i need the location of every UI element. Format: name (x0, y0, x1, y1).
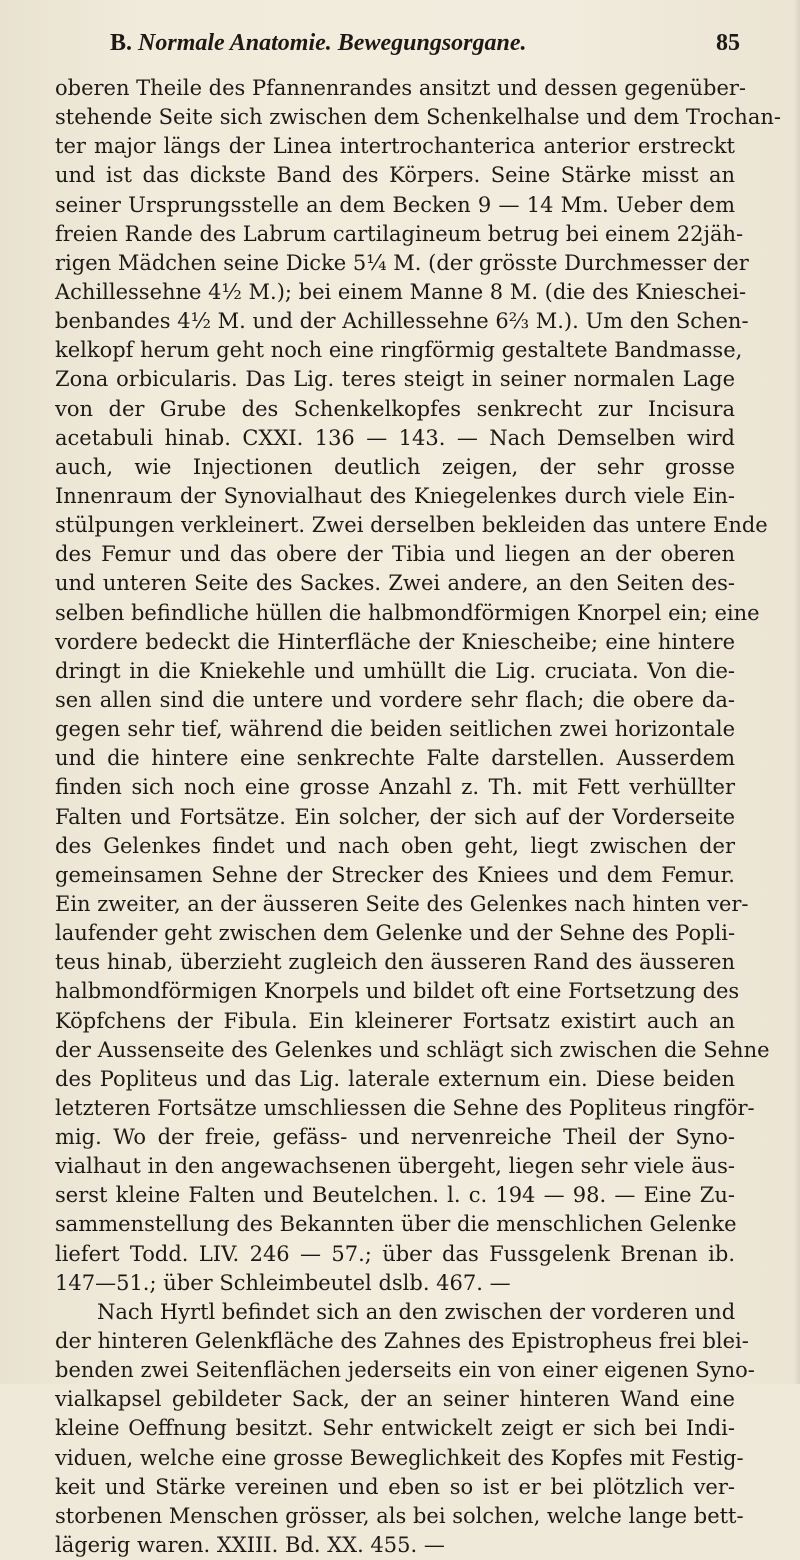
text-line: seiner Ursprungsstelle an dem Becken 9 — 14 Mm. Ueber dem (55, 192, 735, 217)
text-line: keit und Stärke vereinen und eben so ist er bei plötzlich ver- (55, 1474, 735, 1499)
text-line: vialhaut in den angewachsenen übergeht, liegen sehr viele äus- (55, 1154, 735, 1179)
page-edge-shadow (794, 0, 800, 1384)
text-line: und die hintere eine senkrechte Falte darstellen. Ausserdem (55, 746, 735, 771)
text-line: gegen sehr tief, während die beiden seitlichen zwei horizontale (55, 717, 735, 742)
text-line-paragraph-start: Nach Hyrtl befindet sich an den zwischen der vorderen und (97, 1299, 736, 1324)
text-line: teus hinab, überzieht zugleich den äusseren Rand des äusseren (55, 950, 735, 975)
text-line: dringt in die Kniekehle und umhüllt die Lig. cruciata. Von die- (55, 658, 735, 683)
text-line: kleine Oeffnung besitzt. Sehr entwickelt zeigt er sich bei Indi- (55, 1416, 735, 1441)
text-line: liefert Todd. LIV. 246 — 57.; über das Fussgelenk Brenan ib. (55, 1241, 735, 1266)
text-line: storbenen Menschen grösser, als bei solchen, welche lange bett- (55, 1503, 744, 1528)
text-line: des Gelenkes findet und nach oben geht, liegt zwischen der (55, 833, 735, 858)
running-header (110, 30, 740, 64)
text-line-paragraph-end: 147—51.; über Schleimbeutel dslb. 467. — (55, 1270, 511, 1295)
text-line: Achillessehne 4½ M.); bei einem Manne 8 M. (die des Kniescheі- (55, 279, 747, 304)
text-line: mig. Wo der freie, gefäss- und nervenreiche Theil der Syno- (55, 1125, 735, 1150)
text-line: serst kleine Falten und Beutelchen. l. c. 194 — 98. — Eine Zu- (55, 1183, 735, 1208)
text-line: kelkopf herum geht noch eine ringförmig gestaltete Bandmasse, (55, 338, 743, 363)
text-line: stülpungen verkleinert. Zwei derselben bekleiden das untere Ende (55, 513, 768, 538)
text-line: benden zwei Seitenflächen jederseits ein von einer eigenen Syno- (55, 1358, 755, 1383)
text-line: Zona orbicularis. Das Lig. teres steigt in seiner normalen Lage (55, 367, 735, 392)
text-line: und unteren Seite des Sackes. Zwei andere, an den Seiten des- (55, 571, 735, 596)
text-line: stehende Seite sich zwischen dem Schenkelhalse und dem Trochan- (55, 105, 781, 130)
text-line: oberen Theile des Pfannenrandes ansitzt und dessen gegenüber- (55, 76, 747, 100)
text-line: und ist das dickste Band des Körpers. Seine Stärke misst an (55, 163, 735, 188)
text-line: letzteren Fortsätze umschliessen die Sehne des Popliteus ringför- (55, 1095, 755, 1120)
text-line: Köpfchens der Fibula. Ein kleinerer Fortsatz existirt auch an (55, 1008, 735, 1033)
text-line: benbandes 4½ M. und der Achillessehne 6⅔ M.). Um den Schen- (55, 309, 749, 334)
text-line: der Aussenseite des Gelenkes und schlägt sich zwischen die Sehne (55, 1037, 770, 1062)
section-title (110, 30, 527, 57)
text-line: viduen, welche eine grosse Beweglichkeit des Kopfes mit Festig- (55, 1445, 744, 1470)
text-line: finden sich noch eine grosse Anzahl z. Th. mit Fett verhüllter (55, 775, 735, 800)
section-title-italic: Normale Anatomie. Bewegungsorgane. (138, 30, 527, 56)
text-line: ter major längs der Linea intertrochanterica anterior erstreckt (55, 134, 735, 159)
text-line: sen allen sind die untere und vordere sehr flach; die obere da- (55, 687, 735, 712)
text-line: Ein zweiter, an der äusseren Seite des Gelenkes nach hinten ver- (55, 891, 749, 916)
text-line: rigen Mädchen seine Dicke 5¼ M. (der grösste Durchmesser der (55, 250, 749, 275)
text-line: Falten und Fortsätze. Ein solcher, der sich auf der Vorderseite (55, 804, 735, 829)
text-line: vialkapsel gebildeter Sack, der an seiner hinteren Wand eine (55, 1387, 735, 1412)
text-line: freien Rande des Labrum cartilagineum betrug bei einem 22jäh- (55, 221, 744, 246)
text-line: sammenstellung des Bekannten über die menschlichen Gelenke (55, 1212, 737, 1237)
text-line: Innenraum der Synovialhaut des Kniegelenkes durch viele Ein- (55, 483, 735, 508)
section-prefix: B. (110, 30, 139, 56)
text-line: selben befindliche hüllen die halbmondförmigen Knorpel ein; eine (55, 600, 760, 625)
text-line: halbmondförmigen Knorpels und bildet oft eine Fortsetzung des (55, 979, 740, 1004)
text-line: von der Grube des Schenkelkopfes senkrecht zur Incisura (55, 396, 735, 421)
text-line: acetabuli hinab. CXXI. 136 — 143. — Nach Demselben wird (55, 425, 735, 450)
text-line: vordere bedeckt die Hinterfläche der Kniescheibe; eine hintere (55, 629, 735, 654)
text-line: auch, wie Injectionen deutlich zeigen, der sehr grosse (55, 454, 735, 479)
text-line: des Femur und das obere der Tibia und liegen an der oberen (55, 542, 735, 567)
text-line: laufender geht zwischen dem Gelenke und der Sehne des Popli- (55, 921, 736, 946)
text-line: des Popliteus und das Lig. laterale externum ein. Diese beiden (55, 1066, 735, 1091)
page-number: 85 (716, 30, 740, 56)
body-text (55, 74, 781, 1560)
text-line-paragraph-end: lägerig waren. XXIII. Bd. XX. 455. — (55, 1533, 445, 1558)
text-line: der hinteren Gelenkfläche des Zahnes des Epistropheus frei blei- (55, 1329, 749, 1354)
text-line: gemeinsamen Sehne der Strecker des Kniees und dem Femur. (55, 862, 735, 887)
